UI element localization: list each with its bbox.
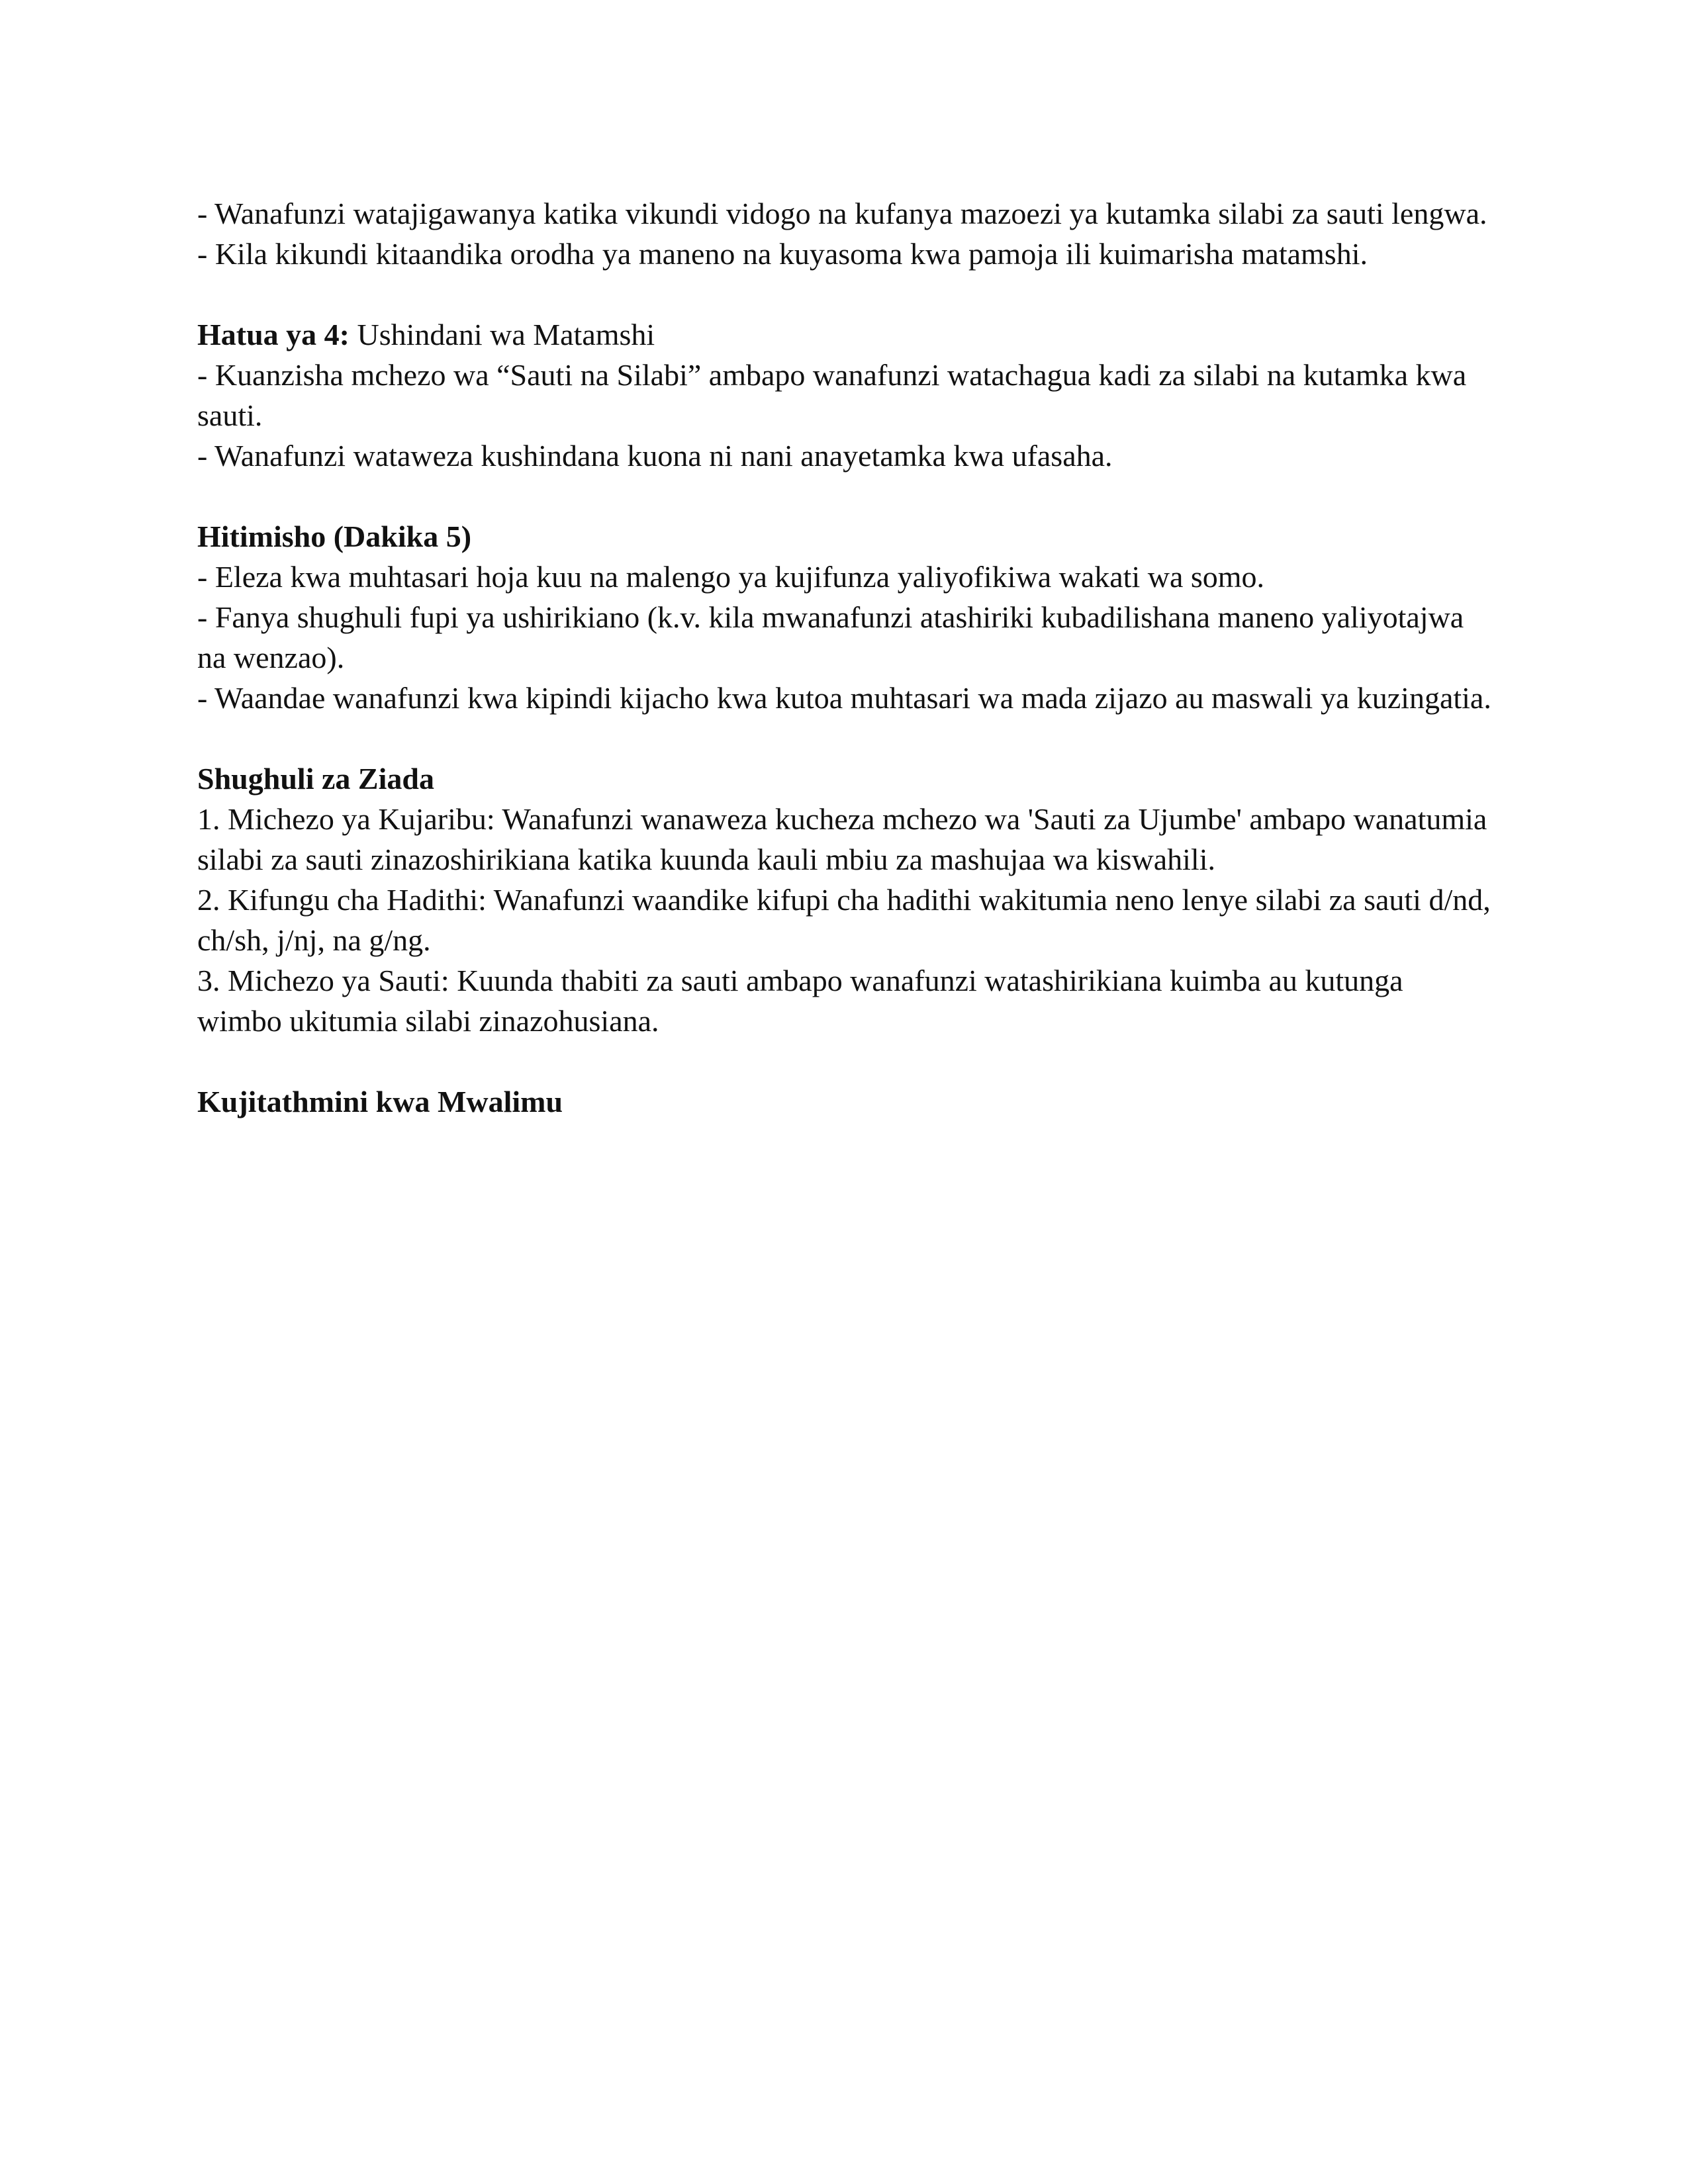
spacer [197, 1041, 1495, 1081]
list-item-extra-1: 1. Michezo ya Kujaribu: Wanafunzi wanaweza kucheza mchezo wa 'Sauti za Ujumbe' ambapo wanatumia silabi za sauti zinazoshirikiana katika kuunda kauli mbiu za mashujaa wa kiswahili. [197, 802, 1487, 876]
list-item-extra-3: 3. Michezo ya Sauti: Kuunda thabiti za sauti ambapo wanafunzi watashirikiana kuimba au kutunga wimbo ukitumia silabi zinazohusiana. [197, 964, 1403, 1038]
spacer [197, 718, 1495, 758]
paragraph-group-practice: - Wanafunzi watajigawanya katika vikundi vidogo na kufanya mazoezi ya kutamka silabi za sauti lengwa. [197, 197, 1487, 230]
step-4-heading-label: Hatua ya 4: [197, 318, 350, 351]
paragraph-summary: - Eleza kwa muhtasari hoja kuu na malengo ya kujifunza yaliyofikiwa wakati wa somo. [197, 560, 1265, 594]
conclusion-section [197, 516, 1495, 718]
list-item-extra-2: 2. Kifungu cha Hadithi: Wanafunzi waandike kifupi cha hadithi wakitumia neno lenye silabi za sauti d/nd, ch/sh, j/nj, na g/ng. [197, 883, 1491, 957]
extra-activities-heading: Shughuli za Ziada [197, 762, 434, 796]
paragraph-word-list: - Kila kikundi kitaandika orodha ya maneno na kuyasoma kwa pamoja ili kuimarisha matamshi. [197, 237, 1368, 271]
paragraph-collaboration: - Fanya shughuli fupi ya ushirikiano (k.v. kila mwanafunzi atashiriki kubadilishana maneno yaliyotajwa na wenzao). [197, 600, 1464, 674]
step-4-section [197, 314, 1495, 476]
self-evaluation-section [197, 1081, 1495, 1122]
conclusion-heading: Hitimisho (Dakika 5) [197, 520, 472, 553]
document-page [197, 193, 1495, 1122]
paragraph-competition: - Wanafunzi wataweza kushindana kuona ni nani anayetamka kwa ufasaha. [197, 439, 1113, 473]
group-practice-section [197, 193, 1495, 274]
extra-activities-section [197, 758, 1495, 1041]
spacer [197, 476, 1495, 516]
self-evaluation-heading: Kujitathmini kwa Mwalimu [197, 1085, 563, 1118]
paragraph-next-lesson: - Waandae wanafunzi kwa kipindi kijacho kwa kutoa muhtasari wa mada zijazo au maswali ya kuzingatia. [197, 681, 1491, 715]
step-4-heading-title: Ushindani wa Matamshi [350, 318, 655, 351]
spacer [197, 274, 1495, 314]
paragraph-game-intro: - Kuanzisha mchezo wa “Sauti na Silabi” ambapo wanafunzi watachagua kadi za silabi na kutamka kwa sauti. [197, 358, 1467, 432]
step-4-heading [197, 314, 1495, 355]
